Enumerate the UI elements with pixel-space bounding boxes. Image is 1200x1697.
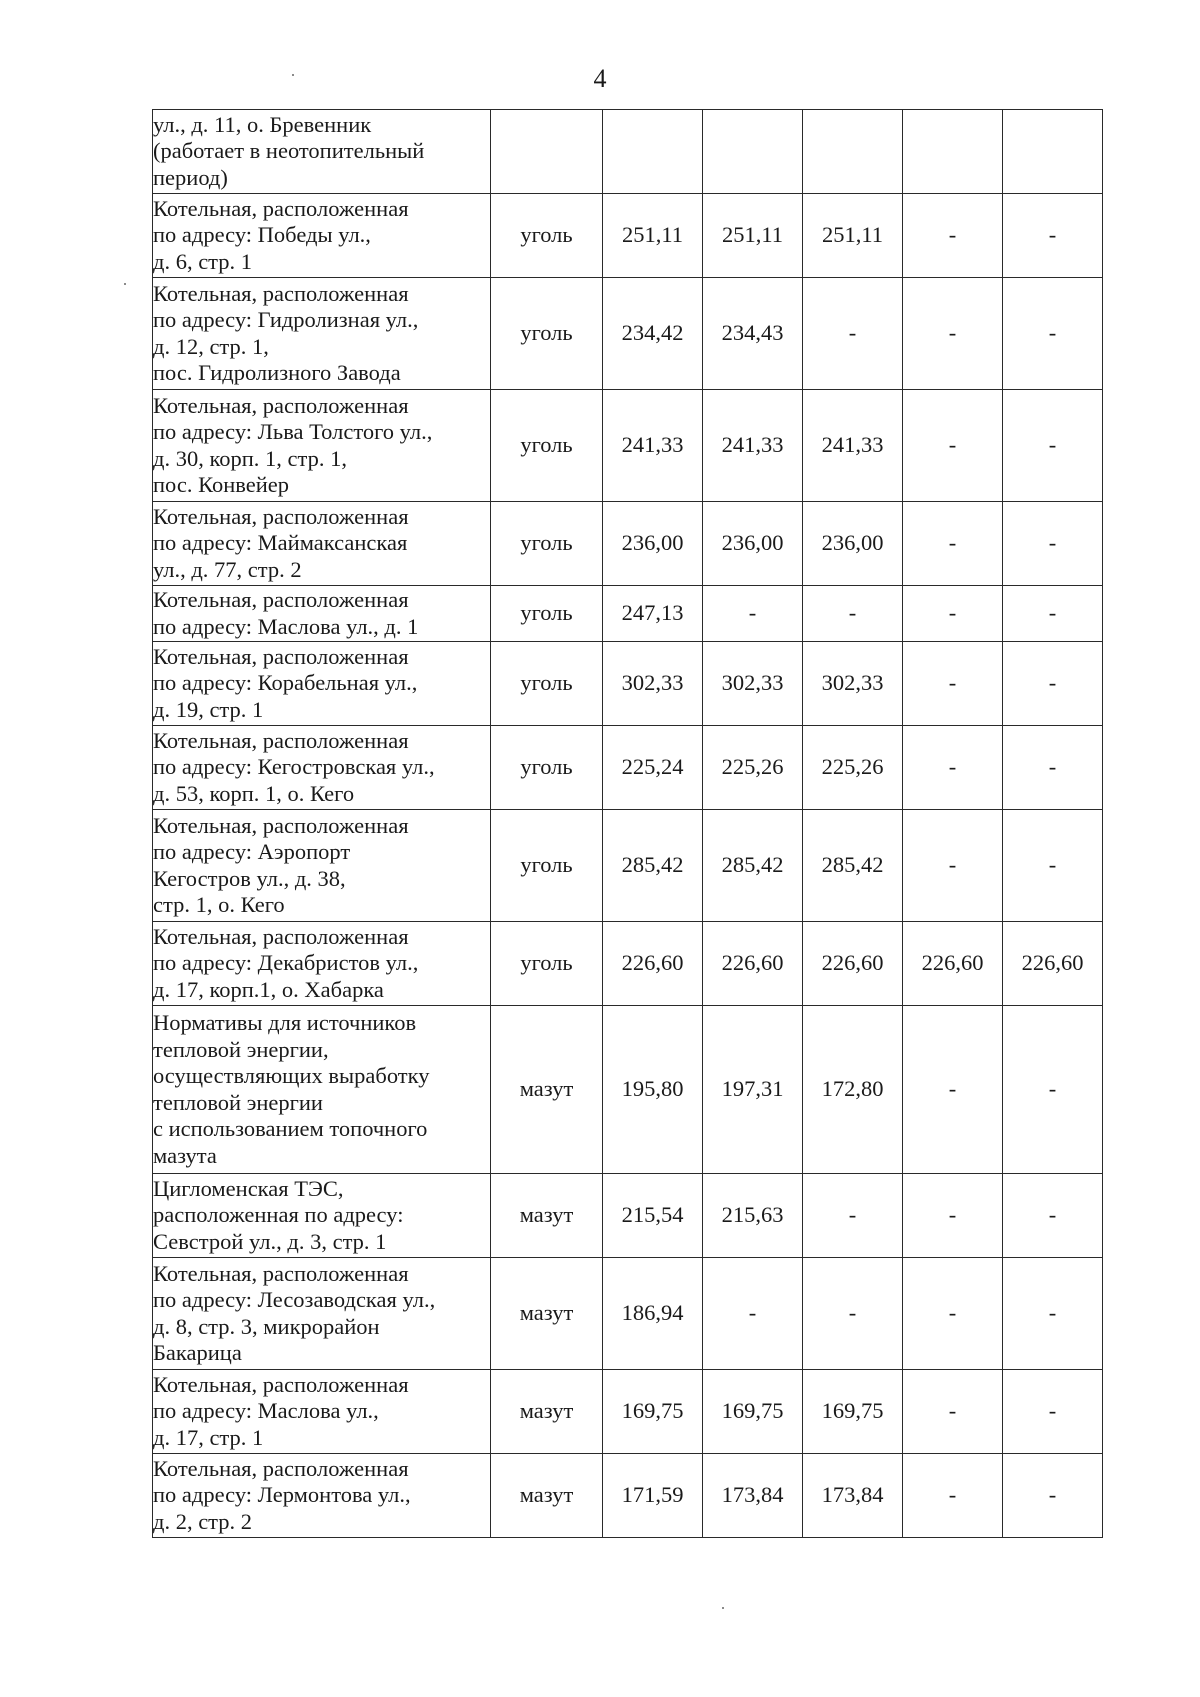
fuel-type-cell: уголь xyxy=(491,642,603,726)
table-row xyxy=(153,642,1103,726)
source-name-line: пос. Гидролизного Завода xyxy=(153,360,401,385)
norm-value-cell-2: 285,42 xyxy=(703,810,803,922)
source-name-cell xyxy=(153,1006,491,1174)
table-row xyxy=(153,1370,1103,1454)
norm-value-cell-2: 225,26 xyxy=(703,726,803,810)
source-name-line: по адресу: Гидролизная ул., xyxy=(153,307,419,332)
norm-value-cell-1: 195,80 xyxy=(603,1006,703,1174)
norm-value-cell-2: 226,60 xyxy=(703,922,803,1006)
table-row xyxy=(153,390,1103,502)
norm-value-cell-5 xyxy=(1003,110,1103,194)
norm-value-cell-2: 234,43 xyxy=(703,278,803,390)
fuel-type-cell: уголь xyxy=(491,502,603,586)
norm-value-cell-4: - xyxy=(903,586,1003,642)
norm-value-cell-5: - xyxy=(1003,1370,1103,1454)
table-row xyxy=(153,502,1103,586)
table-row xyxy=(153,110,1103,194)
page-number: 4 xyxy=(593,64,607,93)
source-name-line: Бакарица xyxy=(153,1340,242,1365)
norm-value-cell-2: 197,31 xyxy=(703,1006,803,1174)
table-row xyxy=(153,922,1103,1006)
source-name-line: Котельная, расположенная xyxy=(153,1260,409,1286)
norm-value-cell-2: 173,84 xyxy=(703,1454,803,1538)
norm-value-cell-2: - xyxy=(703,1258,803,1370)
fuel-type-cell: уголь xyxy=(491,194,603,278)
norm-value-cell-4: - xyxy=(903,1370,1003,1454)
norm-value-cell-3: 225,26 xyxy=(803,726,903,810)
norm-value-cell-3: 169,75 xyxy=(803,1370,903,1454)
norm-value-cell-1: 215,54 xyxy=(603,1174,703,1258)
table-row xyxy=(153,1454,1103,1538)
source-name-line: Котельная, расположенная xyxy=(153,195,409,221)
source-name-cell xyxy=(153,810,491,922)
source-name-line: Нормативы для источников xyxy=(153,1010,417,1035)
source-name-line: Котельная, расположенная xyxy=(153,587,409,612)
norm-value-cell-2: 302,33 xyxy=(703,642,803,726)
source-name-line: по адресу: Победы ул., xyxy=(153,222,371,248)
norm-value-cell-4: - xyxy=(903,502,1003,586)
fuel-type-cell: мазут xyxy=(491,1454,603,1538)
norm-value-cell-2: 251,11 xyxy=(703,194,803,278)
norm-value-cell-5: - xyxy=(1003,194,1103,278)
source-name-cell xyxy=(153,922,491,1006)
fuel-type-cell: уголь xyxy=(491,586,603,642)
norm-value-cell-3: 172,80 xyxy=(803,1006,903,1174)
fuel-type-cell: уголь xyxy=(491,922,603,1006)
norm-value-cell-2 xyxy=(703,110,803,194)
table-row xyxy=(153,1006,1103,1174)
source-name-line: тепловой энергии, xyxy=(153,1036,329,1062)
table-body xyxy=(153,110,1103,1538)
source-name-line: по адресу: Корабельная ул., xyxy=(153,670,418,696)
norm-value-cell-5: - xyxy=(1003,502,1103,586)
fuel-type-cell: уголь xyxy=(491,726,603,810)
table-row xyxy=(153,810,1103,922)
source-name-line: Котельная, расположенная xyxy=(153,280,409,306)
source-name-line: Севстрой ул., д. 3, стр. 1 xyxy=(153,1228,387,1254)
source-name-cell xyxy=(153,586,491,642)
norm-value-cell-3: 285,42 xyxy=(803,810,903,922)
source-name-line: д. 19, стр. 1 xyxy=(153,696,264,722)
norm-value-cell-3: 173,84 xyxy=(803,1454,903,1538)
source-name-line: д. 8, стр. 3, микрорайон xyxy=(153,1313,380,1339)
fuel-type-cell: мазут xyxy=(491,1258,603,1370)
norm-value-cell-1: 241,33 xyxy=(603,390,703,502)
norm-value-cell-5: - xyxy=(1003,1006,1103,1174)
norm-value-cell-1: 169,75 xyxy=(603,1370,703,1454)
source-name-line: по адресу: Маслова ул., д. 1 xyxy=(153,613,419,639)
norm-value-cell-3: - xyxy=(803,278,903,390)
table-row xyxy=(153,726,1103,810)
table-row xyxy=(153,194,1103,278)
source-name-line: по адресу: Маслова ул., xyxy=(153,1398,379,1424)
source-name-line: осуществляющих выработку xyxy=(153,1063,430,1088)
table-row xyxy=(153,586,1103,642)
scan-speck xyxy=(722,1607,724,1609)
source-name-line: мазута xyxy=(153,1142,217,1168)
source-name-line: д. 12, стр. 1, xyxy=(153,333,269,359)
fuel-type-cell: мазут xyxy=(491,1006,603,1174)
source-name-line: период) xyxy=(153,164,228,190)
norm-value-cell-5: - xyxy=(1003,278,1103,390)
norm-value-cell-1: 225,24 xyxy=(603,726,703,810)
source-name-line: расположенная по адресу: xyxy=(153,1202,404,1228)
norm-value-cell-3: 251,11 xyxy=(803,194,903,278)
source-name-cell xyxy=(153,390,491,502)
fuel-type-cell: уголь xyxy=(491,390,603,502)
fuel-type-cell: мазут xyxy=(491,1370,603,1454)
norm-value-cell-1: 186,94 xyxy=(603,1258,703,1370)
source-name-line: по адресу: Маймаксанская xyxy=(153,530,408,556)
source-name-line: тепловой энергии xyxy=(153,1089,323,1115)
fuel-type-cell: уголь xyxy=(491,810,603,922)
norm-value-cell-2: 241,33 xyxy=(703,390,803,502)
source-name-line: д. 30, корп. 1, стр. 1, xyxy=(153,445,347,471)
source-name-line: по адресу: Кегостровская ул., xyxy=(153,754,435,780)
norm-value-cell-2: 215,63 xyxy=(703,1174,803,1258)
norm-value-cell-4: - xyxy=(903,278,1003,390)
source-name-line: по адресу: Льва Толстого ул., xyxy=(153,419,433,444)
source-name-line: д. 17, стр. 1 xyxy=(153,1424,264,1450)
norms-table xyxy=(152,109,1103,1538)
norm-value-cell-5: - xyxy=(1003,810,1103,922)
source-name-line: Котельная, расположенная xyxy=(153,503,409,529)
norm-value-cell-5: - xyxy=(1003,1258,1103,1370)
norm-value-cell-3: - xyxy=(803,1174,903,1258)
norm-value-cell-2: - xyxy=(703,586,803,642)
source-name-line: по адресу: Декабристов ул., xyxy=(153,950,419,976)
source-name-line: по адресу: Лермонтова ул., xyxy=(153,1482,411,1508)
norm-value-cell-1: 236,00 xyxy=(603,502,703,586)
source-name-line: Кегостров ул., д. 38, xyxy=(153,865,346,891)
norm-value-cell-3 xyxy=(803,110,903,194)
norm-value-cell-1: 302,33 xyxy=(603,642,703,726)
norm-value-cell-4: - xyxy=(903,810,1003,922)
source-name-line: Котельная, расположенная xyxy=(153,392,409,418)
source-name-line: по адресу: Аэропорт xyxy=(153,839,351,864)
norm-value-cell-1: 226,60 xyxy=(603,922,703,1006)
scan-speck xyxy=(124,283,126,285)
norm-value-cell-4: - xyxy=(903,726,1003,810)
source-name-line: (работает в неотопительный xyxy=(153,138,425,164)
source-name-cell xyxy=(153,278,491,390)
source-name-line: Цигломенская ТЭС, xyxy=(153,1175,344,1201)
norm-value-cell-3: - xyxy=(803,586,903,642)
norm-value-cell-1: 234,42 xyxy=(603,278,703,390)
source-name-cell xyxy=(153,502,491,586)
norm-value-cell-4 xyxy=(903,110,1003,194)
source-name-cell xyxy=(153,726,491,810)
norm-value-cell-1: 251,11 xyxy=(603,194,703,278)
norm-value-cell-3: - xyxy=(803,1258,903,1370)
norm-value-cell-4: - xyxy=(903,1258,1003,1370)
norm-value-cell-1: 171,59 xyxy=(603,1454,703,1538)
norm-value-cell-1 xyxy=(603,110,703,194)
norm-value-cell-5: - xyxy=(1003,390,1103,502)
source-name-line: Котельная, расположенная xyxy=(153,1371,409,1397)
source-name-line: д. 6, стр. 1 xyxy=(153,248,253,274)
norm-value-cell-2: 236,00 xyxy=(703,502,803,586)
fuel-type-cell: уголь xyxy=(491,278,603,390)
table-row xyxy=(153,1174,1103,1258)
source-name-cell xyxy=(153,1258,491,1370)
source-name-cell xyxy=(153,1370,491,1454)
table-row xyxy=(153,1258,1103,1370)
source-name-line: стр. 1, о. Кего xyxy=(153,892,285,917)
fuel-type-cell xyxy=(491,110,603,194)
norm-value-cell-4: - xyxy=(903,1454,1003,1538)
norm-value-cell-2: 169,75 xyxy=(703,1370,803,1454)
table-row xyxy=(153,278,1103,390)
source-name-cell xyxy=(153,194,491,278)
norm-value-cell-5: - xyxy=(1003,726,1103,810)
norm-value-cell-5: - xyxy=(1003,642,1103,726)
norm-value-cell-5: - xyxy=(1003,1174,1103,1258)
source-name-line: пос. Конвейер xyxy=(153,472,290,497)
source-name-line: ул., д. 11, о. Бревенник xyxy=(153,111,372,137)
source-name-cell xyxy=(153,1174,491,1258)
norm-value-cell-4: - xyxy=(903,194,1003,278)
source-name-line: Котельная, расположенная xyxy=(153,643,409,669)
norm-value-cell-4: - xyxy=(903,1174,1003,1258)
norm-value-cell-4: - xyxy=(903,390,1003,502)
fuel-type-cell: мазут xyxy=(491,1174,603,1258)
norm-value-cell-5: 226,60 xyxy=(1003,922,1103,1006)
norm-value-cell-3: 236,00 xyxy=(803,502,903,586)
norm-value-cell-3: 226,60 xyxy=(803,922,903,1006)
source-name-line: д. 2, стр. 2 xyxy=(153,1508,253,1534)
source-name-cell xyxy=(153,110,491,194)
norm-value-cell-3: 241,33 xyxy=(803,390,903,502)
source-name-cell xyxy=(153,1454,491,1538)
norm-value-cell-3: 302,33 xyxy=(803,642,903,726)
norm-value-cell-1: 247,13 xyxy=(603,586,703,642)
source-name-line: Котельная, расположенная xyxy=(153,923,409,949)
norm-value-cell-4: - xyxy=(903,1006,1003,1174)
norm-value-cell-4: - xyxy=(903,642,1003,726)
source-name-line: д. 53, корп. 1, о. Кего xyxy=(153,780,355,806)
source-name-line: д. 17, корп.1, о. Хабарка xyxy=(153,976,384,1002)
source-name-cell xyxy=(153,642,491,726)
scan-speck xyxy=(292,74,294,76)
source-name-line: Котельная, расположенная xyxy=(153,812,409,838)
norm-value-cell-5: - xyxy=(1003,586,1103,642)
source-name-line: Котельная, расположенная xyxy=(153,1455,409,1481)
source-name-line: Котельная, расположенная xyxy=(153,727,409,753)
source-name-line: с использованием топочного xyxy=(153,1116,428,1141)
source-name-line: по адресу: Лесозаводская ул., xyxy=(153,1287,436,1312)
norm-value-cell-5: - xyxy=(1003,1454,1103,1538)
norm-value-cell-4: 226,60 xyxy=(903,922,1003,1006)
norm-value-cell-1: 285,42 xyxy=(603,810,703,922)
source-name-line: ул., д. 77, стр. 2 xyxy=(153,556,302,582)
